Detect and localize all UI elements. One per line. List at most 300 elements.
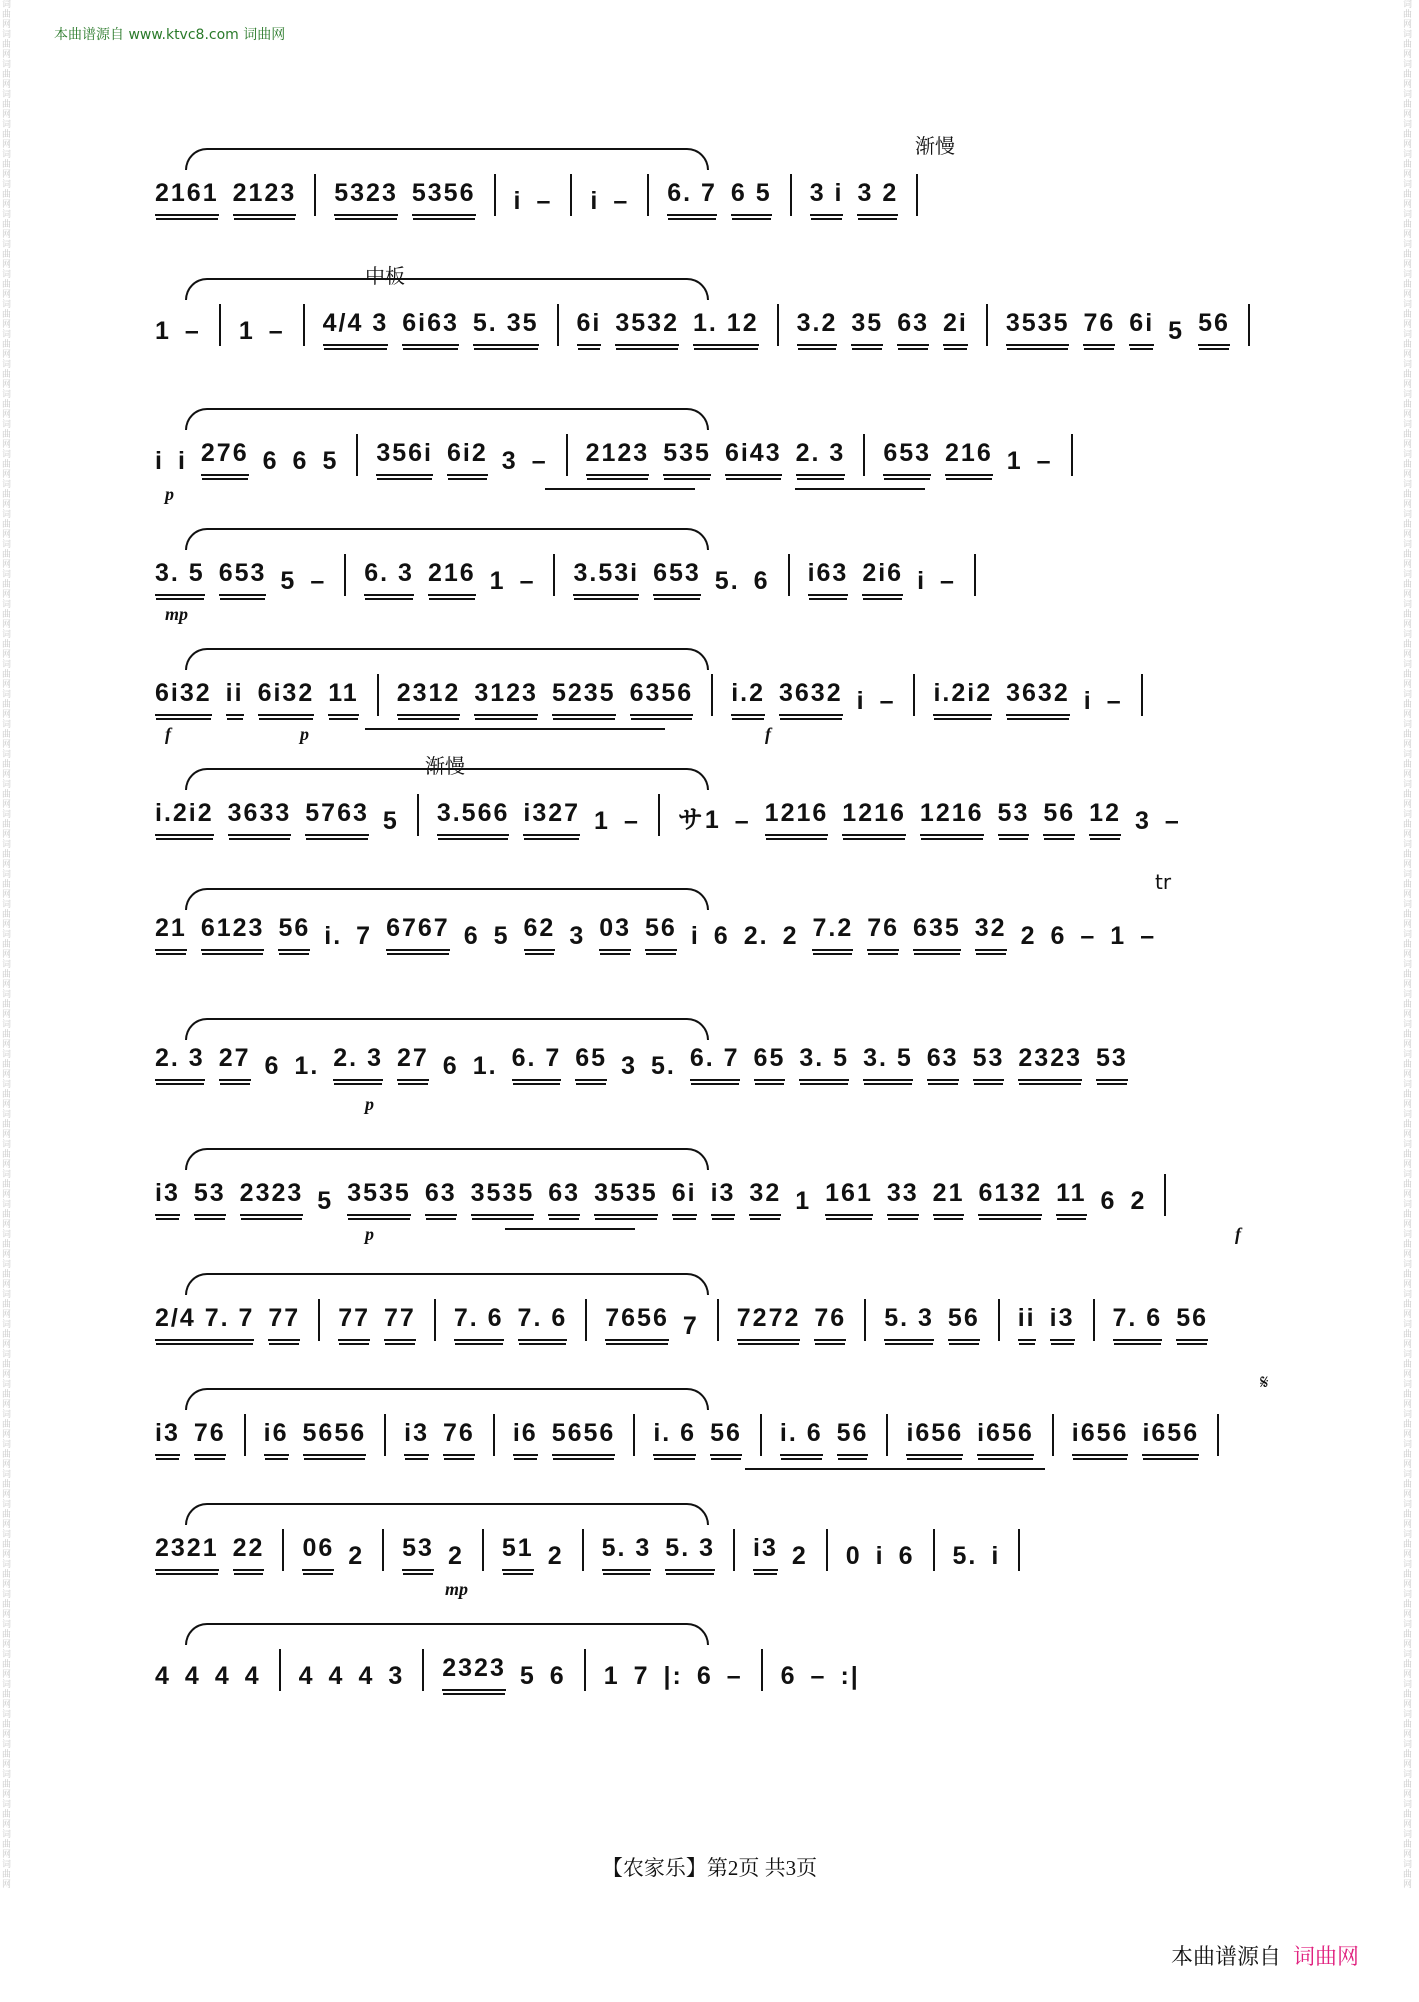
score-system-10 xyxy=(155,1265,1275,1355)
note-group: 63 xyxy=(548,1179,580,1216)
note-group: i.2i2 xyxy=(155,799,214,836)
note-group: 2123 xyxy=(233,179,297,216)
note-group: 5 xyxy=(519,1662,536,1690)
slur xyxy=(185,278,709,300)
bar-line xyxy=(434,1299,436,1341)
note-group: 63 xyxy=(897,309,929,346)
bar-line xyxy=(1248,304,1250,346)
note-group: 2i6 xyxy=(862,559,903,596)
note-group: – xyxy=(613,187,630,215)
note-group: – xyxy=(1164,807,1181,835)
bar-line xyxy=(582,1529,584,1571)
note-group: i3 xyxy=(711,1179,736,1216)
tempo-mark: 中板 xyxy=(365,264,405,288)
notation-row xyxy=(155,674,1275,716)
note-group: 6 xyxy=(264,1052,281,1080)
bar-line xyxy=(1217,1414,1219,1456)
note-group: 4 xyxy=(244,1662,261,1690)
slur xyxy=(185,1018,709,1040)
note-group: 27 xyxy=(219,1044,251,1081)
bar-line xyxy=(777,304,779,346)
note-group: 6. 3 xyxy=(364,559,414,596)
bar-line xyxy=(788,554,790,596)
note-group: i3 xyxy=(155,1419,180,1456)
bar-line xyxy=(344,554,346,596)
note-group: 7272 xyxy=(737,1304,801,1341)
note-group: 7. 6 xyxy=(518,1304,568,1341)
hairpin xyxy=(745,1468,1045,1470)
note-group: 6 xyxy=(463,922,480,950)
note-group: 56 xyxy=(645,914,677,951)
note-group: 3.566 xyxy=(437,799,510,836)
bar-line xyxy=(986,304,988,346)
note-group: 1216 xyxy=(765,799,829,836)
bar-line xyxy=(384,1414,386,1456)
slur xyxy=(185,1388,709,1410)
note-group: 3.2 xyxy=(797,309,838,346)
note-group: 12 xyxy=(1089,799,1121,836)
tempo-mark: 渐慢 xyxy=(915,134,955,158)
bar-line xyxy=(1164,1174,1166,1216)
note-group: 5235 xyxy=(552,679,616,716)
source-header: 本曲谱源自 www.ktvc8.com 词曲网 xyxy=(54,27,286,43)
note-group: 3. 5 xyxy=(799,1044,849,1081)
note-group: 32 xyxy=(749,1179,781,1216)
note-group: i3 xyxy=(155,1179,180,1216)
notation-row xyxy=(155,1044,1275,1081)
note-group: ii xyxy=(226,679,244,716)
note-group: 653 xyxy=(883,439,931,476)
bar-line xyxy=(647,174,649,216)
bar-line xyxy=(761,1649,763,1691)
note-group: i656 xyxy=(1142,1419,1199,1456)
note-group: 2/4 7. 7 xyxy=(155,1304,254,1341)
note-group: 6i xyxy=(1129,309,1154,346)
note-group: 76 xyxy=(814,1304,846,1341)
note-group: i656 xyxy=(1072,1419,1129,1456)
notation-row xyxy=(155,1299,1275,1341)
bar-line xyxy=(913,674,915,716)
bar-line xyxy=(863,434,865,476)
watermark-right: 词曲网词曲网词曲网词曲网词曲网词曲网词曲网词曲网词曲网词曲网词曲网词曲网词曲网词曲网词曲网词曲网词曲网词曲网词曲网词曲网词曲网词曲网词曲网词曲网词曲网词曲网词曲网词曲网词曲网词曲网词曲网词曲网词曲网词曲网词曲网词曲网词曲网词曲网词曲网词曲网词曲网词曲网词曲网词曲网词曲网词曲网词曲网词曲网词曲网词曲网词曲网词曲网词曲网词曲网词曲网词曲网词曲网词曲网词曲网词曲网词曲网词曲网词曲网 xyxy=(1403,0,1413,1890)
note-group: i xyxy=(690,922,700,950)
note-group: 2312 xyxy=(397,679,461,716)
note-group: 276 xyxy=(201,439,249,476)
note-group: 3 xyxy=(1134,807,1151,835)
bar-line xyxy=(482,1529,484,1571)
note-group: 6 xyxy=(292,447,309,475)
note-group: i3 xyxy=(1050,1304,1075,1341)
note-group: 653 xyxy=(219,559,267,596)
note-group: 7656 xyxy=(605,1304,669,1341)
slur xyxy=(185,648,709,670)
note-group: i xyxy=(177,447,187,475)
bar-line xyxy=(916,174,918,216)
note-group: 5. 3 xyxy=(884,1304,934,1341)
note-group: 1. xyxy=(472,1052,498,1080)
note-group: 6i32 xyxy=(258,679,315,716)
bar-line xyxy=(557,304,559,346)
note-group: 5323 xyxy=(334,179,398,216)
note-group: 63 xyxy=(927,1044,959,1081)
tempo-mark: 渐慢 xyxy=(425,754,465,778)
bar-line xyxy=(570,174,572,216)
note-group: 2 xyxy=(782,922,799,950)
bar-line xyxy=(219,304,221,346)
note-group: 3 xyxy=(569,922,586,950)
note-group: i xyxy=(513,187,523,215)
note-group: 5. 3 xyxy=(665,1534,715,1571)
note-group: 1 xyxy=(795,1187,812,1215)
bar-line xyxy=(282,1529,284,1571)
note-group: i656 xyxy=(906,1419,963,1456)
bar-line xyxy=(760,1414,762,1456)
note-group: 7 xyxy=(682,1312,699,1340)
note-group: サ1 xyxy=(677,806,721,834)
slur xyxy=(185,1623,709,1645)
slur xyxy=(185,1503,709,1525)
note-group: 27 xyxy=(397,1044,429,1081)
note-group: 6 xyxy=(780,1662,797,1690)
note-group: 5656 xyxy=(303,1419,367,1456)
note-group: 4 xyxy=(298,1662,315,1690)
note-group: 3 i xyxy=(810,179,844,216)
note-group: 3632 xyxy=(779,679,843,716)
hairpin xyxy=(545,488,695,490)
note-group: i6 xyxy=(513,1419,538,1456)
score-system-3 xyxy=(155,400,1275,504)
note-group: 7. 6 xyxy=(1113,1304,1163,1341)
note-group: 32 xyxy=(975,914,1007,951)
note-group: 56 xyxy=(948,1304,980,1341)
score-system-11 xyxy=(155,1370,1275,1470)
bar-line xyxy=(318,1299,320,1341)
note-group: 4 xyxy=(184,1662,201,1690)
note-group: 6i32 xyxy=(155,679,212,716)
note-group: 2. 3 xyxy=(333,1044,383,1081)
note-group: 56 xyxy=(1198,309,1230,346)
note-group: 7.2 xyxy=(812,914,853,951)
bar-line xyxy=(711,674,713,716)
note-group: 3633 xyxy=(228,799,292,836)
note-group: ii xyxy=(1018,1304,1036,1341)
note-group: – xyxy=(1080,922,1097,950)
notation-row xyxy=(155,434,1275,476)
note-group: 2. 3 xyxy=(155,1044,205,1081)
note-group: 4/4 3 xyxy=(323,309,389,346)
dynamic-mark: p xyxy=(165,484,174,504)
note-group: i3 xyxy=(404,1419,429,1456)
note-group: 6 xyxy=(1050,922,1067,950)
note-group: 1. xyxy=(294,1052,320,1080)
bar-line xyxy=(553,554,555,596)
bar-line xyxy=(417,794,419,836)
bar-line xyxy=(1052,1414,1054,1456)
note-group: 216 xyxy=(428,559,476,596)
bar-line xyxy=(658,794,660,836)
notation-row xyxy=(155,1529,1275,1571)
notation-row xyxy=(155,554,1275,596)
note-group: 3532 xyxy=(615,309,679,346)
notation-row xyxy=(155,1414,1275,1456)
note-group: 6i xyxy=(577,309,602,346)
score-system-5 xyxy=(155,640,1275,744)
note-group: 77 xyxy=(384,1304,416,1341)
dynamic-mark: f xyxy=(1235,1224,1241,1244)
score-system-8 xyxy=(155,1010,1275,1114)
dynamic-mark: f xyxy=(765,724,771,744)
note-group: 53 xyxy=(402,1534,434,1571)
note-group: 2 xyxy=(791,1542,808,1570)
note-group: 7 xyxy=(633,1662,650,1690)
note-group: 3535 xyxy=(471,1179,535,1216)
bar-line xyxy=(733,1529,735,1571)
slur xyxy=(185,528,709,550)
dynamic-mark: mp xyxy=(445,1579,469,1599)
score-system-4 xyxy=(155,520,1275,624)
note-group: 7. 6 xyxy=(454,1304,504,1341)
note-group: 06 xyxy=(302,1534,334,1571)
notation-row xyxy=(155,304,1275,346)
note-group: 6 5 xyxy=(731,179,772,216)
note-group: – xyxy=(536,187,553,215)
bar-line xyxy=(633,1414,635,1456)
bar-line xyxy=(377,674,379,716)
note-group: 5 xyxy=(1168,317,1185,345)
notation-row xyxy=(155,1649,1275,1691)
note-group: 6 xyxy=(549,1662,566,1690)
note-group: 2i xyxy=(943,309,968,346)
bar-line xyxy=(584,1649,586,1691)
bar-line xyxy=(1141,674,1143,716)
note-group: 11 xyxy=(328,679,358,716)
note-group: – xyxy=(879,687,896,715)
note-group: 65 xyxy=(754,1044,786,1081)
note-group: i. xyxy=(324,922,343,950)
note-group: 6767 xyxy=(386,914,450,951)
note-group: 53 xyxy=(1096,1044,1128,1081)
note-group: 1. 12 xyxy=(693,309,759,346)
note-group: 56 xyxy=(1043,799,1075,836)
note-group: 76 xyxy=(443,1419,475,1456)
bar-line xyxy=(998,1299,1000,1341)
note-group: 5763 xyxy=(305,799,369,836)
source-brand[interactable]: 词曲网 xyxy=(1292,1945,1359,1970)
note-group: 6 xyxy=(753,567,770,595)
note-group: 56 xyxy=(1176,1304,1208,1341)
note-group: 6 xyxy=(696,1662,713,1690)
score-system-1 xyxy=(155,134,1275,230)
note-group: 33 xyxy=(887,1179,919,1216)
note-group: 4 xyxy=(155,1662,171,1690)
page-footer: 【农家乐】第2页 共3页 xyxy=(601,1856,818,1880)
note-group: 6i43 xyxy=(725,439,782,476)
note-group: 3 xyxy=(621,1052,637,1080)
note-group: 62 xyxy=(524,914,556,951)
bar-line xyxy=(1071,434,1073,476)
note-group: 5. xyxy=(952,1542,978,1570)
note-group: 2321 xyxy=(155,1534,219,1571)
note-group: 6 xyxy=(898,1542,915,1570)
note-group: 1 xyxy=(603,1662,620,1690)
note-group: 21 xyxy=(933,1179,965,1216)
note-group: 3 2 xyxy=(857,179,898,216)
bar-line xyxy=(585,1299,587,1341)
bar-line xyxy=(974,554,976,596)
score-system-12 xyxy=(155,1495,1275,1599)
note-group: 51 xyxy=(502,1534,534,1571)
bar-line xyxy=(493,1414,495,1456)
bar-line xyxy=(279,1649,281,1691)
note-group: 3 xyxy=(388,1662,405,1690)
note-group: 216 xyxy=(945,439,993,476)
notation-row xyxy=(155,1174,1275,1216)
bar-line xyxy=(566,434,568,476)
note-group: – xyxy=(1036,447,1053,475)
dynamic-mark: p xyxy=(300,724,309,744)
slur xyxy=(185,148,709,170)
note-group: i xyxy=(917,567,927,595)
note-group: 6 xyxy=(1100,1187,1117,1215)
note-group: 77 xyxy=(338,1304,370,1341)
note-group: 5 xyxy=(382,807,399,835)
note-group: 6i63 xyxy=(402,309,459,346)
note-group: 2 xyxy=(447,1542,464,1570)
note-group: 65 xyxy=(575,1044,607,1081)
note-group: 2 xyxy=(547,1542,564,1570)
dynamic-mark: p xyxy=(365,1094,374,1114)
notation-row xyxy=(155,794,1275,836)
note-group: 161 xyxy=(825,1179,873,1216)
bar-line xyxy=(356,434,358,476)
note-group: 1 xyxy=(594,807,610,835)
note-group: 2. 3 xyxy=(796,439,846,476)
source-credit xyxy=(1171,1940,1359,1971)
note-group: 1 xyxy=(489,567,506,595)
note-group: 22 xyxy=(233,1534,265,1571)
note-group: i. 6 xyxy=(653,1419,696,1456)
source-label: 本曲谱源自 xyxy=(1170,1945,1281,1970)
note-group: i.2i2 xyxy=(933,679,992,716)
note-group: 76 xyxy=(1083,309,1115,346)
note-group: 6132 xyxy=(978,1179,1042,1216)
hairpin xyxy=(795,488,925,490)
note-group: 2 xyxy=(1020,922,1037,950)
note-group: 5 xyxy=(322,447,339,475)
note-group: 5. xyxy=(714,567,740,595)
note-group: 6i2 xyxy=(447,439,488,476)
note-group: :| xyxy=(840,1662,860,1690)
notation-row xyxy=(155,174,1275,216)
score-system-7 xyxy=(155,870,1275,970)
note-group: 6. 7 xyxy=(690,1044,740,1081)
note-group: 6i xyxy=(672,1179,697,1216)
score-system-13 xyxy=(155,1615,1275,1705)
note-group: 1 xyxy=(1110,922,1127,950)
note-group: – xyxy=(531,447,548,475)
note-group: – xyxy=(184,317,201,345)
note-group: – xyxy=(1140,922,1157,950)
note-group: 4 xyxy=(214,1662,231,1690)
bar-line xyxy=(314,174,316,216)
note-group: 11 xyxy=(1056,1179,1086,1216)
score-system-6 xyxy=(155,754,1275,850)
note-group: 3535 xyxy=(594,1179,658,1216)
note-group: 03 xyxy=(599,914,631,951)
note-group: – xyxy=(940,567,956,595)
note-group: 1 xyxy=(155,317,171,345)
note-group: 77 xyxy=(268,1304,300,1341)
bar-line xyxy=(864,1299,866,1341)
note-group: 4 xyxy=(358,1662,375,1690)
note-group: i xyxy=(1083,687,1093,715)
note-group: 53 xyxy=(194,1179,226,1216)
score-system-2 xyxy=(155,264,1275,360)
note-group: 653 xyxy=(653,559,701,596)
note-group: 2323 xyxy=(1018,1044,1082,1081)
note-group: i3 xyxy=(753,1534,778,1571)
dynamic-mark: mp xyxy=(165,604,189,624)
note-group: 63 xyxy=(425,1179,457,1216)
note-group: 21 xyxy=(155,914,187,951)
note-group: – xyxy=(726,1662,743,1690)
note-group: 5. 35 xyxy=(473,309,539,346)
note-group: 3123 xyxy=(474,679,538,716)
note-group: – xyxy=(1106,687,1123,715)
slur xyxy=(185,408,709,430)
note-group: 2 xyxy=(1130,1187,1147,1215)
note-group: 2. xyxy=(743,922,769,950)
note-group: 6 xyxy=(262,447,279,475)
tempo-mark: tr xyxy=(1155,870,1172,894)
bar-line xyxy=(886,1414,888,1456)
note-group: 5. 3 xyxy=(602,1534,652,1571)
hairpin xyxy=(365,728,665,730)
note-group: 3535 xyxy=(347,1179,411,1216)
note-group: 3632 xyxy=(1006,679,1070,716)
note-group: 6123 xyxy=(201,914,265,951)
bar-line xyxy=(717,1299,719,1341)
note-group: i xyxy=(991,1542,1001,1570)
note-group: 1 xyxy=(1006,447,1023,475)
note-group: – xyxy=(519,567,536,595)
note-group: 56 xyxy=(710,1419,742,1456)
note-group: 5. xyxy=(650,1052,676,1080)
note-group: 1216 xyxy=(920,799,984,836)
note-group: – xyxy=(310,567,327,595)
note-group: 5 xyxy=(280,567,297,595)
bar-line xyxy=(826,1529,828,1571)
note-group: 6. 7 xyxy=(512,1044,562,1081)
note-group: 5656 xyxy=(552,1419,616,1456)
note-group: 635 xyxy=(913,914,961,951)
note-group: 356i xyxy=(376,439,433,476)
bar-line xyxy=(422,1649,424,1691)
note-group: – xyxy=(623,807,640,835)
note-group: 3. 5 xyxy=(155,559,205,596)
note-group: 2323 xyxy=(240,1179,304,1216)
note-group: i. 6 xyxy=(780,1419,823,1456)
note-group: |: xyxy=(663,1662,683,1690)
note-group: i656 xyxy=(977,1419,1034,1456)
note-group: 3.53i xyxy=(573,559,639,596)
note-group: i xyxy=(856,687,866,715)
note-group: 0 xyxy=(845,1542,862,1570)
note-group: 2 xyxy=(348,1542,365,1570)
note-group: 2161 xyxy=(155,179,219,216)
note-group: 6 xyxy=(442,1052,459,1080)
note-group: 5 xyxy=(493,922,510,950)
